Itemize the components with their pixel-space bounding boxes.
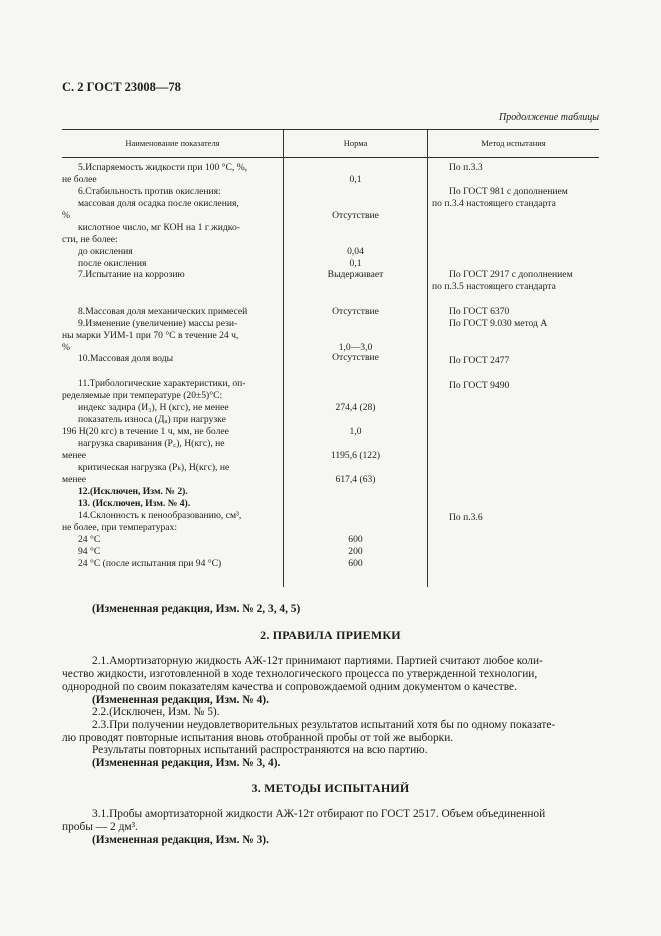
section-title: 3. МЕТОДЫ ИСПЫТАНИЙ xyxy=(251,781,410,795)
norm-value: 274,4 (28) xyxy=(335,402,376,413)
norm-value: 1195,6 (122) xyxy=(330,450,381,461)
section-title: 2. ПРАВИЛА ПРИЕМКИ xyxy=(260,628,401,642)
name-line: 5.Испаряемость жидкости при 100 °С, %, xyxy=(78,162,248,173)
norm-value: 200 xyxy=(348,546,363,557)
norm-value: Отсутствие xyxy=(332,210,379,221)
name-line: 14.Склонность к пенообразованию, см³, xyxy=(78,510,242,521)
paragraph-line: 2.1.Амортизаторную жидкость АЖ-12т принимают партиями. Партией считают любое коли- xyxy=(92,655,543,667)
name-line: критическая нагрузка (Рₖ), Н(кгс), не xyxy=(78,462,230,473)
name-line: 8.Массовая доля механических примесей xyxy=(78,306,248,317)
name-line: менее xyxy=(62,474,86,485)
name-line: менее xyxy=(62,450,86,461)
name-line: ределяемые при температуре (20±5)°С: xyxy=(62,390,223,401)
amendment-note: (Измененная редакция, Изм. № 2, 3, 4, 5) xyxy=(92,603,301,615)
name-line: 94 °С xyxy=(78,546,101,557)
page-header: С. 2 ГОСТ 23008—78 xyxy=(62,80,181,94)
name-line: 7.Испытание на коррозию xyxy=(78,269,185,280)
name-line: 196 Н(20 кгс) в течение 1 ч, мм, не более xyxy=(62,426,229,437)
name-line: кислотное число, мг КОН на 1 г жидко- xyxy=(78,222,240,233)
name-line: 12.(Исключен, Изм. № 2). xyxy=(78,486,188,497)
amendment-note: (Измененная редакция, Изм. № 4). xyxy=(92,694,269,706)
name-line: 9.Изменение (увеличение) массы рези- xyxy=(78,318,238,329)
norm-value: 617,4 (63) xyxy=(335,474,376,485)
name-line: показатель износа (Дᵤ) при нагрузке xyxy=(78,414,226,425)
name-line: индекс задира (И₃), Н (кгс), не менее xyxy=(78,402,229,413)
method-line: По ГОСТ 981 с дополнением xyxy=(449,186,568,197)
name-line: после окисления xyxy=(78,258,147,269)
norm-value: 600 xyxy=(348,558,363,569)
amendment-note: (Измененная редакция, Изм. № 3, 4). xyxy=(92,757,281,769)
norm-value: 0,04 xyxy=(347,246,364,257)
name-line: нагрузка сваривания (Р꜀), Н(кгс), не xyxy=(78,438,225,449)
method-line: По ГОСТ 9490 xyxy=(449,380,510,391)
col-header-norm: Норма xyxy=(343,138,368,148)
name-line: % xyxy=(62,210,70,221)
name-line: 10.Массовая доля воды xyxy=(78,353,174,364)
name-line: не более, при температурах: xyxy=(62,522,178,533)
name-line: 11.Трибологические характеристики, оп- xyxy=(78,378,246,389)
norm-value: Отсутствие xyxy=(332,352,379,363)
method-line: По п.3.3 xyxy=(449,162,483,173)
name-line: 13. (Исключен, Изм. № 4). xyxy=(78,498,191,509)
norm-value: 1,0 xyxy=(349,426,362,437)
name-line: 24 °С (после испытания при 94 °С) xyxy=(78,558,222,569)
paragraph-line: пробы — 2 дм³. xyxy=(62,821,138,833)
method-line: По ГОСТ 2477 xyxy=(449,355,510,366)
method-line: По ГОСТ 2917 с дополнением xyxy=(449,269,573,280)
paragraph-line: Результаты повторных испытаний распространяются на всю партию. xyxy=(92,744,428,756)
amendment-note: (Измененная редакция, Изм. № 3). xyxy=(92,834,269,846)
table-top-rule xyxy=(62,129,599,130)
name-line: % xyxy=(62,342,70,353)
name-line: массовая доля осадка после окисления, xyxy=(78,198,239,209)
name-line: ны марки УИМ-1 при 70 °С в течение 24 ч, xyxy=(62,330,239,341)
col-header-name: Наименование показателя xyxy=(125,138,220,148)
name-line: до окисления xyxy=(78,246,133,257)
norm-value: 0,1 xyxy=(349,174,362,185)
norm-value: 600 xyxy=(348,534,363,545)
method-line: по п.3.5 настоящего стандарта xyxy=(432,281,556,292)
method-line: по п.3.4 настоящего стандарта xyxy=(432,198,556,209)
paragraph-line: 2.2.(Исключен, Изм. № 5). xyxy=(92,706,220,718)
method-line: По ГОСТ 6370 xyxy=(449,306,510,317)
table-header-rule xyxy=(62,157,599,158)
paragraph-line: 2.3.При получении неудовлетворительных результатов испытаний хотя бы по одному показате- xyxy=(92,719,556,731)
name-line: сти, не более: xyxy=(62,234,118,245)
norm-value: 0,1 xyxy=(349,258,362,269)
name-line: не более xyxy=(62,174,97,185)
table-col-divider-2 xyxy=(427,129,428,587)
norm-value: Выдерживает xyxy=(327,269,384,280)
name-line: 24 °С xyxy=(78,534,101,545)
paragraph-line: чество жидкости, изготовленной в ходе технологического процесса по утвержденной технологии, xyxy=(62,668,538,680)
name-line: 6.Стабильность против окисления: xyxy=(78,186,221,197)
method-line: По ГОСТ 9.030 метод А xyxy=(449,318,548,329)
paragraph-line: однородной по своим показателям качества и сопровождаемой одним документом о качестве. xyxy=(62,681,517,693)
paragraph-line: лю проводят повторные испытания вновь отобранной пробы от той же выборки. xyxy=(62,732,454,744)
norm-value: Отсутствие xyxy=(332,306,379,317)
paragraph-line: 3.1.Пробы амортизаторной жидкости АЖ-12т отбирают по ГОСТ 2517. Объем объединенной xyxy=(92,808,546,820)
method-line: По п.3.6 xyxy=(449,512,483,523)
table-continuation-label: Продолжение таблицы xyxy=(498,112,599,123)
col-header-method: Метод испытания xyxy=(481,138,546,148)
norm-value: 1,0—3,0 xyxy=(338,342,373,353)
